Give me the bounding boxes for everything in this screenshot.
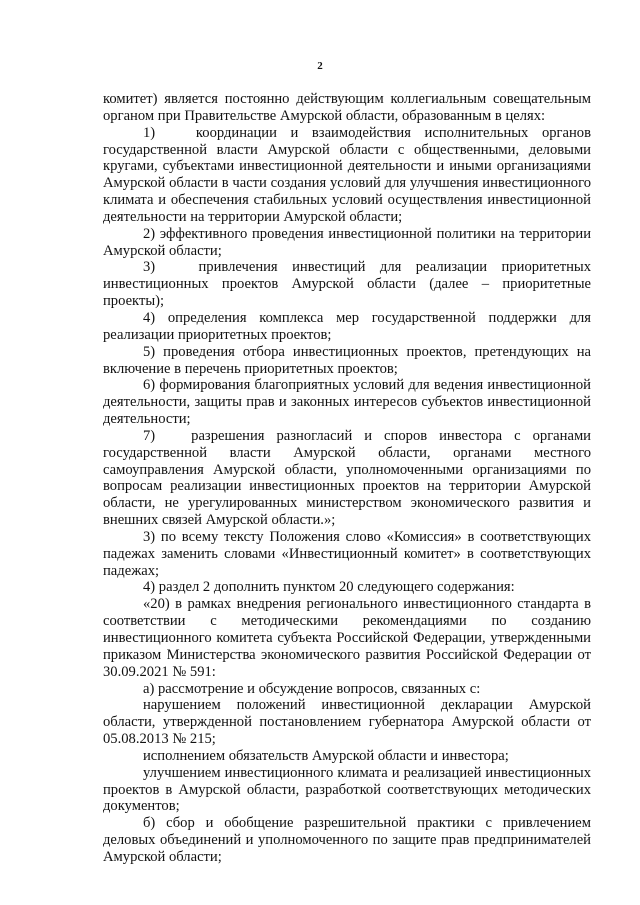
paragraph-declaration: нарушением положений инвестиционной декларации Амурской области, утвержденной постановлением губернатора Амурской области от 05.08.2013 № 215; — [103, 697, 591, 748]
paragraph-point-20: «20) в рамках внедрения регионального инвестиционного стандарта в соответствии с методическими рекомендациями по созданию инвестиционного комитета субъекта Российской Федерации, утвержденными приказом Министерства экономического развития Российской Федерации от 30.09.2021 № 591: — [103, 596, 591, 680]
paragraph-amendment-3: 3) по всему тексту Положения слово «Комиссия» в соответствующих падежах заменить словами «Инвестиционный комитет» в соответствующих падежах; — [103, 528, 591, 579]
paragraph-subitem-b: б) сбор и обобщение разрешительной практики с привлечением деловых объединений и уполномоченного по защите прав предпринимателей Амурской области; — [103, 815, 591, 865]
page-number: 2 — [317, 60, 323, 72]
paragraph-intro: комитет) является постоянно действующим коллегиальным совещательным органом при Правительстве Амурской области, образованным в целях: — [103, 91, 591, 124]
paragraph-obligations: исполнением обязательств Амурской области и инвестора; — [143, 747, 509, 764]
paragraph-item-7: 7) разрешения разногласий и споров инвестора с органами государственной власти Амурской области, органами местного самоуправления Амурской области, уполномоченными организациями по вопросам реализации инвестиционных проектов на территории Амурской области, не урегулированных министерством экономического развития и внешних связей Амурской области.»; — [103, 427, 591, 529]
paragraph-item-3: 3) привлечения инвестиций для реализации приоритетных инвестиционных проектов Амурской области (далее – приоритетные проекты); — [103, 259, 591, 310]
paragraph-item-1: 1) координации и взаимодействия исполнительных органов государственной власти Амурской области с общественными, деловыми кругами, субъектами инвестиционной деятельности и иными организациями Амурской области в части создания условий для улучшения инвестиционного климата и обеспечения стабильных условий осуществления инвестиционной деятельности на территории Амурской области; — [103, 124, 591, 225]
paragraph-item-2: 2) эффективного проведения инвестиционной политики на территории Амурской области; — [103, 225, 591, 259]
paragraph-item-4: 4) определения комплекса мер государственной поддержки для реализации приоритетных проектов; — [103, 309, 591, 343]
paragraph-climate: улучшением инвестиционного климата и реализацией инвестиционных проектов в Амурской области, разработкой соответствующих методических документов; — [103, 764, 591, 815]
paragraph-amendment-4: 4) раздел 2 дополнить пунктом 20 следующего содержания: — [143, 579, 515, 596]
paragraph-item-5: 5) проведения отбора инвестиционных проектов, претендующих на включение в перечень приоритетных проектов; — [103, 343, 591, 377]
document-body — [103, 91, 591, 866]
paragraph-subitem-a: а) рассмотрение и обсуждение вопросов, связанных с: — [143, 680, 481, 697]
paragraph-item-6: 6) формирования благоприятных условий для ведения инвестиционной деятельности, защиты прав и законных интересов субъектов инвестиционной деятельности; — [103, 377, 591, 428]
